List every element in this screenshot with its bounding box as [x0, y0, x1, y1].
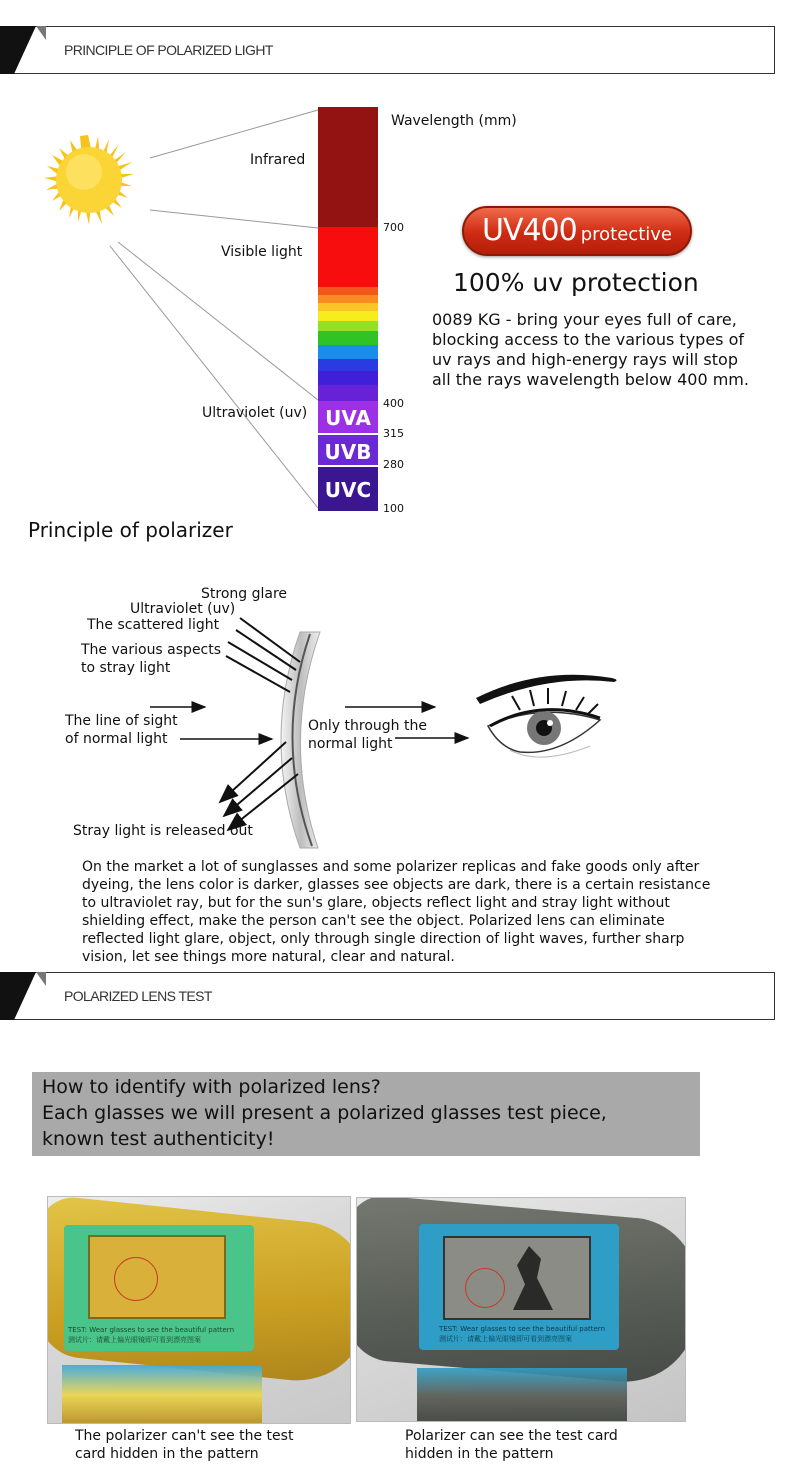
- tick-label: 100: [383, 502, 404, 515]
- polarizer-diagram: [0, 570, 790, 850]
- ultraviolet-uv-label: Ultraviolet (uv): [130, 601, 236, 617]
- test-card-text: TEST: Wear glasses to see the beautiful pattern 测试片：请戴上偏光眼镜即可看到漂亮图案: [439, 1325, 606, 1343]
- stray-released-label: Stray light is released out: [73, 823, 253, 839]
- uv400-badge: [462, 206, 692, 256]
- only-normal-light-label: normal light: [308, 736, 393, 752]
- scattered-light-label: The scattered light: [87, 617, 220, 633]
- wavelength-label: Wavelength (mm): [391, 113, 517, 129]
- right-caption: Polarizer can see the test card hidden in the pattern: [405, 1428, 618, 1462]
- tick-label: 400: [383, 397, 404, 410]
- section-title: PRINCIPLE OF POLARIZED LIGHT: [64, 42, 273, 58]
- uvb-band: UVB: [318, 433, 378, 465]
- uva-band: UVA: [318, 401, 378, 433]
- section-title: POLARIZED LENS TEST: [64, 988, 212, 1004]
- infrared-band: [318, 107, 378, 227]
- eye-icon: [476, 675, 617, 757]
- tick-label: 315: [383, 427, 404, 440]
- left-caption: The polarizer can't see the test card hidden in the pattern: [75, 1428, 294, 1462]
- infrared-label: Infrared: [250, 152, 306, 168]
- uv400-sub: protective: [580, 224, 672, 245]
- polarizer-heading: Principle of polarizer: [28, 518, 233, 542]
- strong-glare-label: Strong glare: [201, 586, 288, 602]
- stray-light-label: to stray light: [81, 660, 171, 676]
- sun-icon: [44, 135, 134, 225]
- line-of-sight-label: The line of sight: [65, 713, 178, 729]
- visible-light-label: Visible light: [221, 244, 303, 260]
- uv400-main: UV400: [481, 213, 577, 248]
- tick-label: 700: [383, 221, 404, 234]
- red-band: [318, 227, 378, 287]
- test-info-box: How to identify with polarized lens? Each glasses we will present a polarized glasses test piece, known test authenticity!: [32, 1072, 700, 1156]
- uvc-band: UVC: [318, 465, 378, 511]
- only-through-label: Only through the: [308, 718, 427, 734]
- ultraviolet-label: Ultraviolet (uv): [202, 405, 308, 421]
- uv-protection-text: 0089 KG - bring your eyes full of care, blocking access to the various types of uv rays and high-energy rays will stop all the rays wavelength below 400 mm.: [432, 310, 749, 389]
- section-header-polarized-light: [0, 26, 775, 74]
- uv-protection-heading: 100% uv protection: [453, 268, 699, 297]
- polarizer-paragraph: On the market a lot of sunglasses and some polarizer replicas and fake goods only after dyeing, the lens color is darker, glasses see objects are dark, there is a certain resistance to ultraviolet ray, but for the sun's glare, objects reflect light and stray light without shielding effect, make the person can't see the object. Polarized lens can eliminate reflected light glare, object, only through single direction of light waves, further sharp vision, let see things more natural, clear and natural.: [82, 859, 711, 965]
- test-card-text: TEST: Wear glasses to see the beautiful pattern 测试片：请戴上偏光眼镜即可看到漂亮图案: [68, 1326, 235, 1344]
- photo-with-polarizer: [356, 1197, 686, 1422]
- header-corner-icon: [0, 972, 46, 1020]
- various-aspects-label: The various aspects: [81, 642, 222, 658]
- tick-label: 280: [383, 458, 404, 471]
- photo-without-polarizer: [47, 1196, 351, 1424]
- header-corner-icon: [0, 26, 46, 74]
- section-header-lens-test: [0, 972, 775, 1020]
- normal-light-label: of normal light: [65, 731, 168, 747]
